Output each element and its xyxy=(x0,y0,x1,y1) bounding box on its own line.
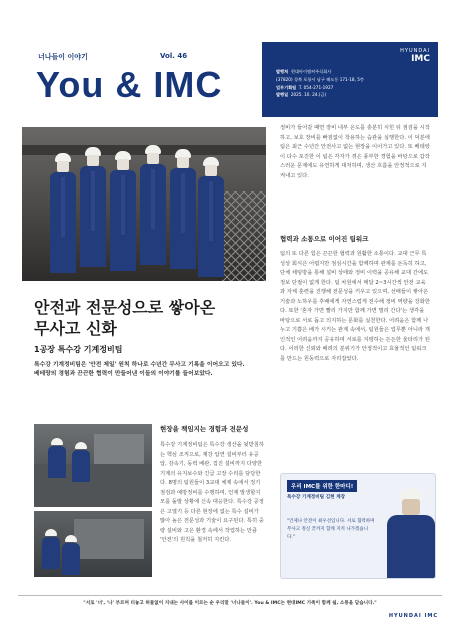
quote-callout xyxy=(280,473,436,579)
footer-logo: HYUNDAI IMC xyxy=(388,613,438,619)
section-body: 정비가 들어갈 때면 장비 내부 온도를 충분히 식힌 뒤 점검을 시작하고, 보호 장비를 빠짐없이 착용하는 습관을 실행한다. 이 덕분에 팀은 최근 수년간 안전사고 없는 현장을 이어가고 있다. 또 베테랑이 다수 포진한 이 팀은 각자가 겪은 풍부한 경험을 바탕으로 갑작스러운 문제에도 유연하게 대처하며, 생산 흐름을 안정적으로 지켜내고 있다. xyxy=(280,125,430,179)
worker-figure xyxy=(140,145,166,265)
publisher-rows xyxy=(276,68,364,99)
masthead-subtitle: 너나들이 이야기 xyxy=(38,53,88,61)
company-logo xyxy=(400,48,430,64)
article-headline: 안전과 전문성으로 쌓아온 무사고 신화 xyxy=(34,298,216,338)
logo-main-text: IMC xyxy=(411,54,430,64)
publisher-row: 발행일 2025. 10. 24.(금) xyxy=(276,92,327,98)
publisher-row: 업무기획팀 T. 054-271-1927 xyxy=(276,84,334,90)
team-photo xyxy=(22,127,266,281)
masthead xyxy=(28,42,258,117)
callout-name: 특수강 기계정비팀 김현 계장 xyxy=(287,495,346,500)
article-subhead: 1공장 특수강 기계정비팀 xyxy=(34,345,123,354)
worker-figure xyxy=(110,151,136,271)
article-lead: 특수강 기계정비팀은 '안전 제일' 원칙 하나로 수년간 무사고 기록을 이어오고 있다. 베테랑의 경험과 끈끈한 협력이 만들어낸 이들의 이야기를 들어보았다. xyxy=(34,362,245,377)
section-body: 팀의 또 다른 힘은 끈끈한 협력과 원활한 소통이다. 교대 근무 특성상 회식은 어렵지만 점심시간을 함께하며 관계를 돈독히 하고, 단체 채팅방을 통해 설비 상태와 정비 이력을 공유해 교대 간에도 정보 단절이 없게 한다. 팀 차원에서 매달 2~3시간씩 안전 교육과 자체 훈련을 진행해 전문성을 키우고 있으며, 선배들이 쌓아온 기술과 노하우를 후배에게 자연스럽게 전수해 정비 역량을 강화한다. 또한 '혼자 가면 빨리 가지만 함께 가면 멀리 간다'는 생각을 바탕으로 서로 돕고 의지하는 문화를 실천한다. 어려움은 함께 나누고 기쁨은 배가 시키는 관계 속에서, 팀원들은 업무뿐 아니라 개인적인 어려움까지 공유하며 서로를 지탱하는 든든한 울타리가 된다. 이러한 신뢰와 배려의 분위기가 안정적이고 효율적인 팀워크를 만드는 원동력으로 자리잡았다. xyxy=(280,251,430,362)
interviewee-photo xyxy=(387,488,435,579)
worker-figure xyxy=(170,149,196,269)
masthead-title: You & IMC xyxy=(36,64,223,105)
callout-title: 우리 IMC를 위한 한마디! xyxy=(287,480,357,492)
publisher-box xyxy=(262,42,438,117)
masthead-volume: Vol. 46 xyxy=(160,52,188,60)
publisher-row: 발행처 현대아이엠씨주식회사 xyxy=(276,69,332,74)
section-heading: 협력과 소통으로 이어진 팀워크 xyxy=(280,235,369,243)
publisher-row: (37820) 경북 포항시 남구 해도동 171-18, 5층 xyxy=(276,76,364,82)
worker-figure xyxy=(80,147,106,267)
worker-figure xyxy=(50,153,76,273)
logo-top-text: HYUNDAI xyxy=(400,48,430,54)
callout-quote: "언제나 안전이 최우선입니다. 서로 협력하며 무사고 정신 끝까지 함께 지켜 나가겠습니다." xyxy=(287,519,375,540)
safety-fence xyxy=(222,191,266,281)
work-photo xyxy=(34,511,152,577)
section-heading: 현장을 책임지는 경험과 전문성 xyxy=(160,425,249,433)
section-body: 특수강 기계정비팀은 특수강 생산을 뒷받침하는 핵심 조직으로, 제강 압연 설비부터 유공압, 감속기, 동력 배관, 집진 설비까지 다양한 기계의 유지보수와 긴급 고장 수리를 담당한다. 8명의 팀원들이 3교대 체제 속에서 정기 점검과 예방정비를 수행하며, 언제 발생할지 모를 돌발 상황에 신속 대응한다. 특수강 공정은 고열기 등 다른 현장에 없는 특수 설비가 많아 높은 전문성과 기술이 요구된다. 특히 중량 설비와 고온 환경 속에서 작업하는 만큼 '안전'의 원칙을 철저히 지킨다. xyxy=(160,442,264,543)
footer-note: "서로 '너', '나' 부르며 터놓고 허물없이 지내는 사이를 이르는 순 우리말 '너나들이'. You & IMC는 현대IMC 가족이 함께 쉽, 소통을 담습니다." xyxy=(18,595,442,606)
work-photo xyxy=(34,424,152,507)
worker-figure xyxy=(198,157,224,277)
